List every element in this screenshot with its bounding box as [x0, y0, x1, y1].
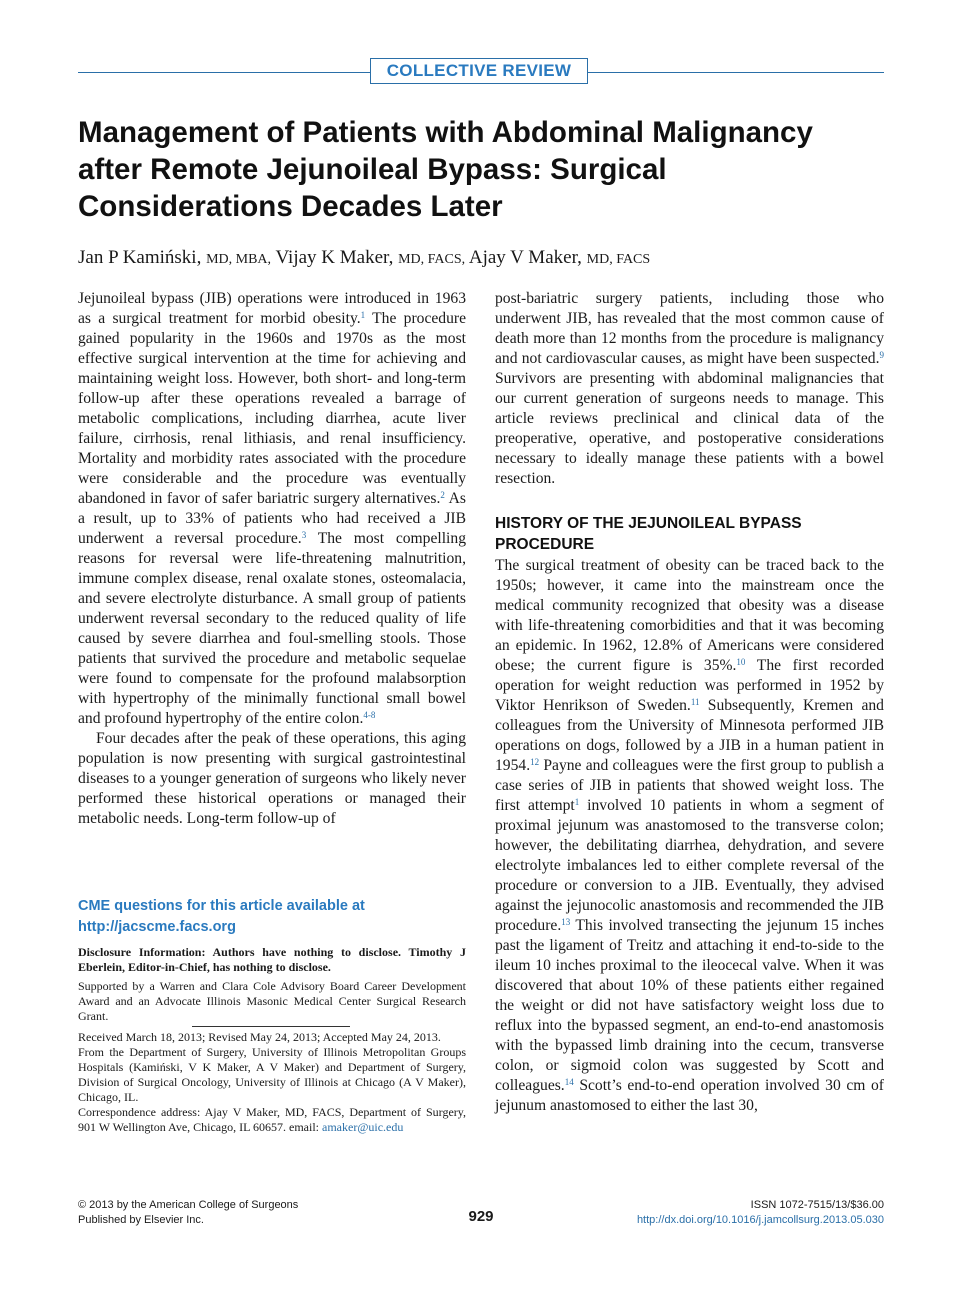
author-name: Ajay V Maker, [468, 247, 582, 268]
reference-link[interactable]: 13 [561, 917, 571, 927]
page-footer [78, 1198, 884, 1232]
article-title: Management of Patients with Abdominal Malignancy after Remote Jejunoileal Bypass: Surgical Considerations Decades Later [78, 116, 813, 223]
reference-link[interactable]: 1 [360, 310, 366, 320]
body-paragraph: The surgical treatment of obesity can be traced back to the 1950s; however, it came into the mainstream once the medical community recognized that obesity was a disease with life-threatening comorbidities and that it was becoming an epidemic. In 1962, 12.8% of Americans were considered obese; the current figure is 35%.$^{10}$ The first recorded operation for weight reduction was performed in 1952 by Viktor Henrikson of Sweden.$^{11}$ Subsequently, Kremen and colleagues from the University of Minnesota performed JIB operations on dogs, followed by a JIB in a human patient in 1954.12 Payne and colleagues were the first group to publish a case series of JIB in patients that showed weight loss. The first attempt$^1$ involved 10 patients in whom a segment of proximal jejunum was anastomosed to the transverse colon; however, the debilitating diarrhea, dehydration, and severe electrolyte imbalances led to either complete reversal of the procedure or conversion to a JIB. Eventually, they advised against the jejunocolic anastomosis and recommended the JIB procedure.$^{13}$ This involved transecting the jejunum 15 inches past the ligament of Treitz and attaching it end-to-side to the ileum 10 inches proximal to the ileocecal valve. When it was discovered that about 10% of these patients either regained the weight or did not have satisfactory weight loss due to reflux into the bypassed segment, an end-to-end anastomosis with the bypassed limb draining into the cecum, transverse colon, or sigmoid colon was suggested by Scott and colleagues.$^{14}$ Scott’s end-to-end operation involved 30 cm of jejunum anastomosed to either the last 30, [495, 557, 884, 1114]
reference-link[interactable]: 14 [564, 1077, 574, 1087]
author-name: Jan P Kamiński, [78, 247, 202, 268]
issn-text: ISSN 1072-7515/13/$36.00 [750, 1199, 884, 1211]
reference-link[interactable]: 1 [574, 797, 580, 807]
cme-notice [78, 896, 466, 938]
section-label-bar [78, 58, 884, 88]
received-dates: Received March 18, 2013; Revised May 24, 2013; Accepted May 24, 2013. [78, 1030, 441, 1044]
affiliation-text: From the Department of Surgery, University of Illinois Metropolitan Groups Hospitals (Kamiński, V K Maker, A V Maker) and Department of Surgery, Division of Surgical Oncology, University of Illinois at Chicago (A V Maker), Chicago, IL. [78, 1045, 466, 1104]
disclosure-text: Disclosure Information: Authors have nothing to disclose. Timothy J Eberlein, Editor-in-Chief, has nothing to disclose. [78, 945, 466, 974]
correspondence-text: Correspondence address: Ajay V Maker, MD, FACS, Department of Surgery, 901 W Wellington Ave, Chicago, IL 60657. email: amaker@uic.edu [78, 1105, 466, 1134]
section-label: COLLECTIVE REVIEW [370, 58, 588, 84]
cme-text: CME questions for this article available at [78, 898, 365, 914]
page-number: 929 [468, 1208, 494, 1225]
copyright-text: © 2013 by the American College of Surgeons [78, 1199, 299, 1211]
article-notes [78, 1030, 466, 1135]
right-column [495, 289, 884, 1116]
doi-link[interactable]: http://dx.doi.org/10.1016/j.jamcollsurg.2013.05.030 [636, 1214, 884, 1226]
body-paragraph: Jejunoileal bypass (JIB) operations were introduced in 1963 as a surgical treatment for morbid obesity.$^1$ The procedure gained popularity in the 1960s and 1970s as the most effective surgical intervention at the time for achieving and maintaining weight loss. However, both short- and long-term follow-up after these operations revealed a barrage of metabolic complications, including diarrhea, acute liver failure, cirrhosis, renal lithiasis, and renal insufficiency. Mortality and morbidity rates associated with the procedure were considerable and the procedure was eventually abandoned in favor of safer bariatric surgery alternatives.$^2$ As a result, up to 33% of patients who had received a JIB underwent a reversal procedure.$^3$ The most compelling reasons for reversal were life-threatening malnutrition, immune complex disease, renal oxalate stones, osteomalacia, and severe electrolyte disturbance. A small group of patients underwent reversal secondary to the reduced quality of life caused by severe diarrhea and foul-smelling stools. Those patients that survived the procedure and metabolic sequelae were found to compensate for the profound malabsorption with hypertrophy of the minimally functional small bowel and profound hypertrophy of the entire colon.$^{4-8}$ [78, 290, 466, 727]
reference-link[interactable]: 3 [301, 530, 307, 540]
reference-link[interactable]: 10 [736, 657, 746, 667]
reference-link[interactable]: 12 [530, 757, 540, 767]
label-rule-right [588, 72, 884, 73]
reference-link[interactable]: 4-8 [363, 710, 376, 720]
author-list [78, 245, 884, 273]
notes-divider [192, 1026, 350, 1027]
reference-link[interactable]: 2 [440, 490, 445, 500]
cme-link[interactable]: http://jacscme.facs.org [78, 919, 236, 935]
reference-link[interactable]: 11 [690, 697, 700, 707]
left-column [78, 289, 466, 829]
reference-link[interactable]: 9 [879, 350, 884, 360]
author-credentials: MD, FACS, [398, 252, 466, 267]
disclosure-notes [78, 945, 466, 1026]
label-rule-left [78, 72, 370, 73]
publisher-text: Published by Elsevier Inc. [78, 1214, 204, 1226]
footer-right [637, 1198, 884, 1228]
body-paragraph: Four decades after the peak of these operations, this aging population is now presenting with surgical gastrointestinal diseases to a younger generation of surgeons who likely never performed these historical operations or managed their metabolic needs. Long-term follow-up of [78, 730, 466, 827]
body-paragraph: post-bariatric surgery patients, including those who underwent JIB, has revealed that the most common cause of death more than 12 months from the procedure is malignancy and not cardiovascular causes, as might have been suspected.$^9$ Survivors are presenting with abdominal malignancies that our current generation of surgeons needs to manage. This article reviews preclinical and clinical data of the preoperative, operative, and postoperative considerations necessary to ideally manage these patients with a bowel resection. [495, 290, 884, 487]
author-name: Vijay K Maker, [275, 247, 394, 268]
section-heading: HISTORY OF THE JEJUNOILEAL BYPASS PROCEDURE [495, 515, 802, 553]
author-credentials: MD, MBA, [206, 252, 272, 267]
author-credentials: MD, FACS [586, 252, 651, 267]
support-text: Supported by a Warren and Clara Cole Advisory Board Career Development Award and an Advocate Illinois Masonic Medical Center Surgical Research Grant. [78, 979, 466, 1023]
email-link[interactable]: amaker@uic.edu [322, 1120, 404, 1134]
